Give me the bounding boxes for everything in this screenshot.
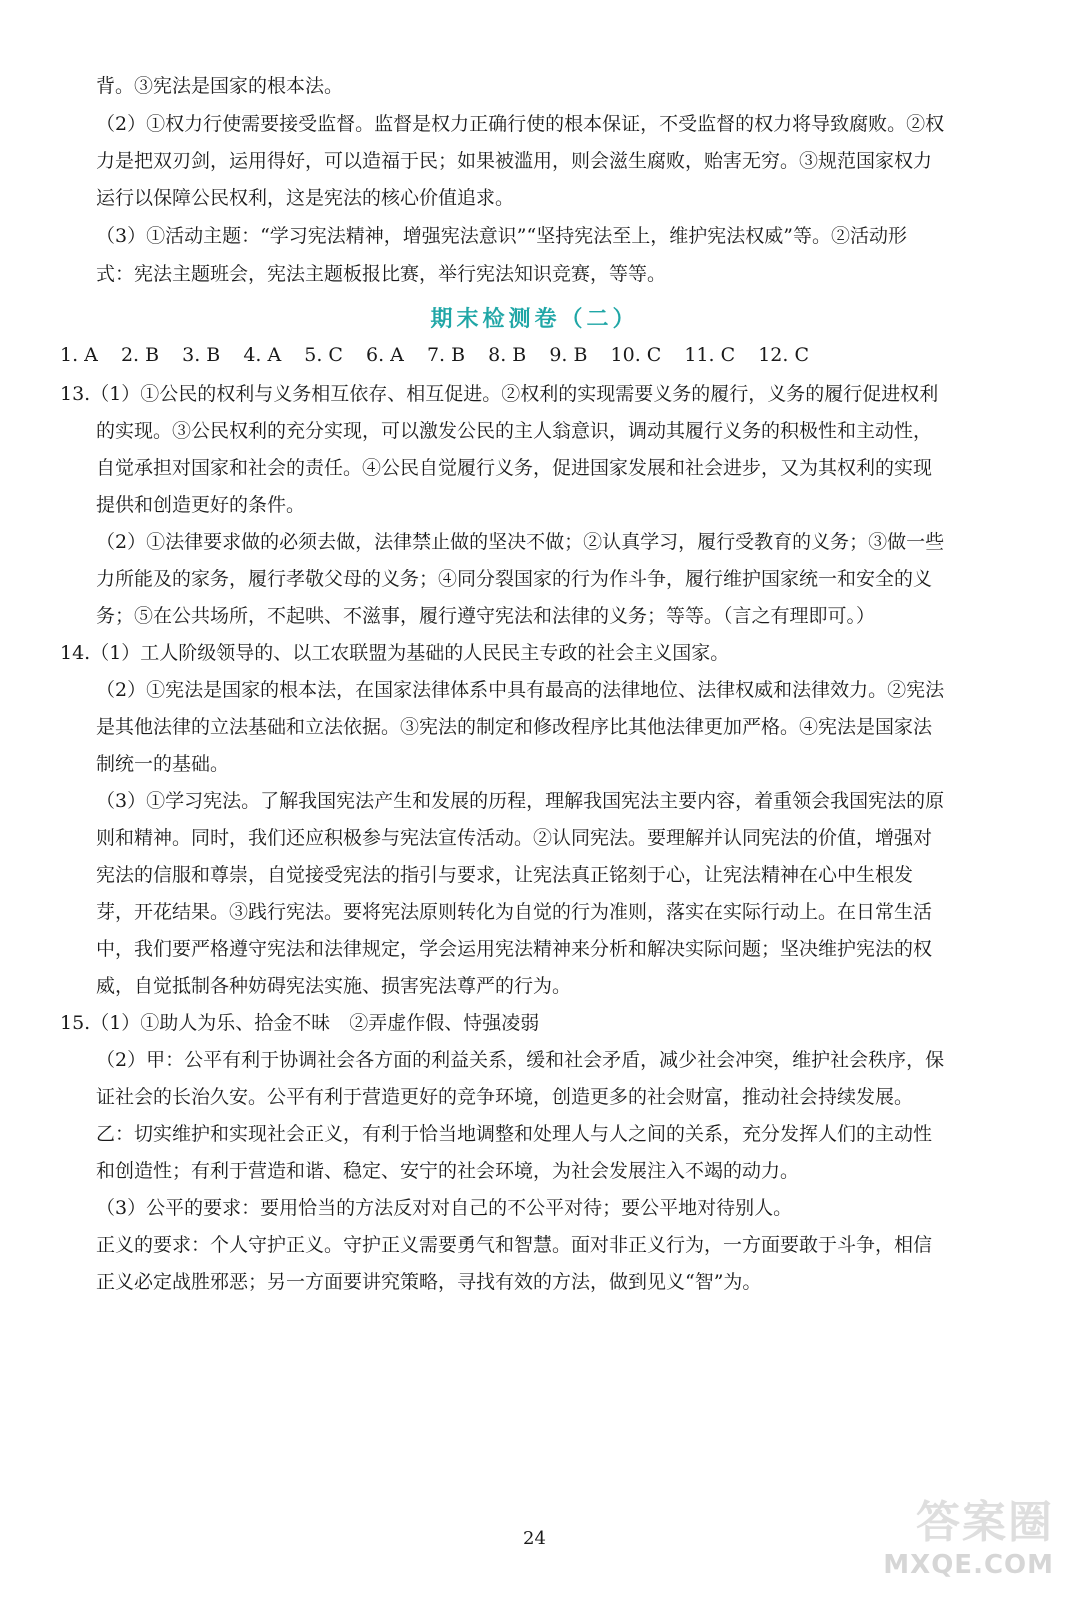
answer-item: 12. C xyxy=(758,344,809,366)
text-line: （3）①活动主题：“学习宪法精神，增强宪法意识”“坚持宪法至上，维护宪法权威”等。②活动形 xyxy=(96,225,907,247)
text-line: 制统一的基础。 xyxy=(96,753,230,775)
answer-item: 11. C xyxy=(684,344,736,366)
text-line: 是其他法律的立法基础和立法依据。③宪法的制定和修改程序比其他法律更加严格。④宪法是国家法 xyxy=(96,716,933,738)
text-line: （2）甲：公平有利于协调社会各方面的利益关系，缓和社会矛盾，减少社会冲突，维护社会秩序，保 xyxy=(96,1049,945,1071)
text-line: 力是把双刃剑，运用得好，可以造福于民；如果被滥用，则会滋生腐败，贻害无穷。③规范国家权力 xyxy=(96,150,933,172)
text-line: 正义必定战胜邪恶；另一方面要讲究策略，寻找有效的方法，做到见义“智”为。 xyxy=(96,1271,762,1293)
answer-item: 7. B xyxy=(426,344,466,366)
text-line: 宪法的信服和尊崇，自觉接受宪法的指引与要求，让宪法真正铭刻于心，让宪法精神在心中生根发 xyxy=(96,864,914,886)
text-line: 务；⑤在公共场所，不起哄、不滋事，履行遵守宪法和法律的义务；等等。（言之有理即可。） xyxy=(96,605,876,627)
text-line: 提供和创造更好的条件。 xyxy=(96,494,306,516)
text-line: 正义的要求：个人守护正义。守护正义需要勇气和智慧。面对非正义行为，一方面要敢于斗争，相信 xyxy=(96,1234,933,1256)
page-number: 24 xyxy=(523,1528,546,1549)
watermark-logo: 答案圈 xyxy=(916,1497,1054,1548)
answer-item: 6. A xyxy=(366,344,404,366)
text-line: （2）①宪法是国家的根本法，在国家法律体系中具有最高的法律地位、法律权威和法律效力。②宪法 xyxy=(96,679,945,701)
watermark xyxy=(872,1482,1062,1592)
text-line: （3）公平的要求：要用恰当的方法反对对自己的不公平对待；要公平地对待别人。 xyxy=(96,1197,793,1219)
answer-item: 5. C xyxy=(304,344,343,366)
answer-item: 3. B xyxy=(182,344,221,366)
text-line: 运行以保障公民权利，这是宪法的核心价值追求。 xyxy=(96,187,515,209)
answer-item: 8. B xyxy=(488,344,527,366)
text-line: 威，自觉抵制各种妨碍宪法实施、损害宪法尊严的行为。 xyxy=(96,975,572,997)
text-line: 力所能及的家务，履行孝敬父母的义务；④同分裂国家的行为作斗争，履行维护国家统一和安全的义 xyxy=(96,568,933,590)
text-line: 15.（1）①助人为乐、拾金不昧 ②弄虚作假、恃强凌弱 xyxy=(60,1012,540,1034)
text-line: （2）①权力行使需要接受监督。监督是权力正确行使的根本保证，不受监督的权力将导致腐败。②权 xyxy=(96,113,945,135)
text-line: 和创造性；有利于营造和谐、稳定、安宁的社会环境，为社会发展注入不竭的动力。 xyxy=(96,1160,800,1182)
answer-item: 4. A xyxy=(243,344,282,366)
answer-item: 10. C xyxy=(610,344,662,366)
text-line: 背。③宪法是国家的根本法。 xyxy=(96,75,344,97)
answer-item: 9. B xyxy=(549,344,588,366)
text-line: 自觉承担对国家和社会的责任。④公民自觉履行义务，促进国家发展和社会进步，又为其权利的实现 xyxy=(96,457,933,479)
text-line: 式：宪法主题班会，宪法主题板报比赛，举行宪法知识竞赛，等等。 xyxy=(96,263,667,285)
text-line: 乙：切实维护和实现社会正义，有利于恰当地调整和处理人与人之间的关系，充分发挥人们的主动性 xyxy=(96,1123,933,1145)
answer-item: 2. B xyxy=(120,344,160,366)
answer-item: 1. A xyxy=(60,344,98,366)
text-line: 则和精神。同时，我们还应积极参与宪法宣传活动。②认同宪法。要理解并认同宪法的价值，增强对 xyxy=(96,827,933,849)
text-line: 证社会的长治久安。公平有利于营造更好的竞争环境，创造更多的社会财富，推动社会持续发展。 xyxy=(96,1086,914,1108)
text-line: 芽，开花结果。③践行宪法。要将宪法原则转化为自觉的行为准则，落实在实际行动上。在日常生活 xyxy=(96,901,933,923)
text-line: （2）①法律要求做的必须去做，法律禁止做的坚决不做；②认真学习，履行受教育的义务；③做一些 xyxy=(96,531,945,553)
section-title: 期末检测卷（二） xyxy=(430,307,639,332)
text-line: 13.（1）①公民的权利与义务相互依存、相互促进。②权利的实现需要义务的履行，义务的履行促进权利 xyxy=(60,383,939,405)
text-line: 14.（1）工人阶级领导的、以工农联盟为基础的人民民主专政的社会主义国家。 xyxy=(60,642,730,664)
text-line: 中，我们要严格遵守宪法和法律规定，学会运用宪法精神来分析和解决实际问题；坚决维护宪法的权 xyxy=(96,938,933,960)
watermark-url: MXQE.COM xyxy=(883,1550,1054,1580)
text-line: （3）①学习宪法。了解我国宪法产生和发展的历程，理解我国宪法主要内容，着重领会我国宪法的原 xyxy=(96,790,945,812)
multiple-choice-answers xyxy=(60,344,826,366)
text-line: 的实现。③公民权利的充分实现，可以激发公民的主人翁意识，调动其履行义务的积极性和主动性， xyxy=(96,420,933,442)
